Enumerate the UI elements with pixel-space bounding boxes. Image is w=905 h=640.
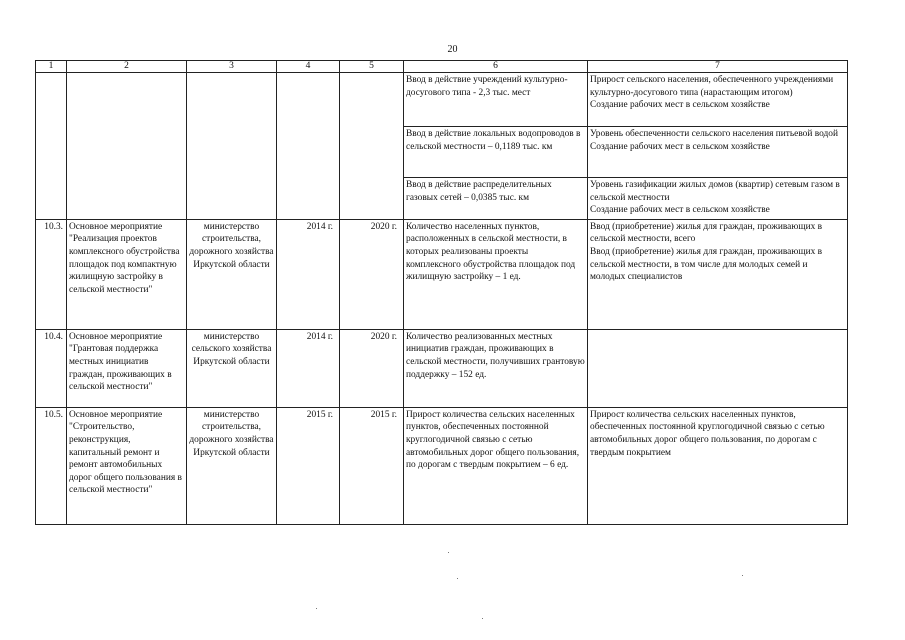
result-cell: Ввод в действие локальных водопроводов в сельской местности – 0,1189 тыс. км	[404, 127, 588, 178]
empty-cell	[277, 73, 340, 220]
indicator-cell	[588, 219, 848, 329]
empty-cell	[340, 73, 404, 220]
end-year: 2015 г.	[340, 407, 404, 524]
result-cell: Ввод в действие учреждений культурно-досугового типа - 2,3 тыс. мест	[404, 73, 588, 127]
indicator-text: Уровень обеспеченности сельского населения питьевой водой	[590, 129, 838, 139]
scan-speck	[742, 575, 743, 576]
start-year: 2014 г.	[277, 329, 340, 407]
executor-cell: министерство сельского хозяйства Иркутской области	[187, 329, 277, 407]
measure-title: Основное мероприятие "Грантовая поддержка местных инициатив граждан, проживающих в сельской местности"	[67, 329, 187, 407]
header-cell: 1	[36, 61, 67, 73]
executor-cell: министерство строительства, дорожного хозяйства Иркутской области	[187, 219, 277, 329]
indicator-cell	[588, 73, 848, 127]
indicator-text: Создание рабочих мест в сельском хозяйстве	[590, 205, 770, 216]
end-year: 2020 г.	[340, 219, 404, 329]
indicator-text: Прирост количества сельских населенных пунктов, обеспеченных постоянной круглогодичной связью с сетью автомобильных дорог общего пользования, по дорогам с твердым покрытием	[590, 409, 825, 458]
measures-table	[35, 60, 848, 525]
header-cell: 5	[340, 61, 404, 73]
scan-speck	[457, 578, 458, 579]
indicator-text: Уровень газификации жилых домов (квартир) сетевым газом в сельской местности	[590, 180, 840, 203]
empty-cell	[36, 73, 67, 220]
empty-cell	[187, 73, 277, 220]
indicator-text: Ввод (приобретение) жилья для граждан, проживающих в сельской местности, всего	[590, 221, 823, 245]
result-cell: Количество реализованных местных инициатив граждан, проживающих в сельской местности, получивших грантовую поддержку – 152 ед.	[404, 329, 588, 407]
measure-title: Основное мероприятие "Реализация проектов комплексного обустройства площадок под компактную жилищную застройку в сельской местности"	[67, 219, 187, 329]
table-row	[36, 73, 848, 127]
indicator-cell	[588, 178, 848, 220]
scan-speck	[316, 608, 317, 609]
indicator-cell	[588, 329, 848, 407]
scan-speck	[448, 552, 449, 553]
header-cell: 7	[588, 61, 848, 73]
result-cell: Количество населенных пунктов, расположенных в сельской местности, в которых реализованы проекты комплексного обустройства площадок под жилищную застройку – 1 ед.	[404, 219, 588, 329]
empty-cell	[67, 73, 187, 220]
header-cell: 4	[277, 61, 340, 73]
table-row	[36, 329, 848, 407]
executor-cell: министерство строительства, дорожного хозяйства Иркутской области	[187, 407, 277, 524]
table-row	[36, 407, 848, 524]
row-number: 10.3.	[36, 219, 67, 329]
indicator-text: Создание рабочих мест в сельском хозяйстве	[590, 141, 770, 152]
end-year: 2020 г.	[340, 329, 404, 407]
scan-speck	[482, 618, 483, 619]
table-row	[36, 219, 848, 329]
indicator-text: Ввод (приобретение) жилья для граждан, проживающих в сельской местности, в том числе для молодых семей и молодых специалистов	[590, 246, 823, 283]
indicator-text: Прирост сельского населения, обеспеченного учреждениями культурно-досугового типа (нарастающим итогом)	[590, 75, 834, 98]
indicator-cell	[588, 127, 848, 178]
header-cell: 6	[404, 61, 588, 73]
header-row	[36, 61, 848, 73]
start-year: 2015 г.	[277, 407, 340, 524]
header-cell: 2	[67, 61, 187, 73]
start-year: 2014 г.	[277, 219, 340, 329]
header-cell: 3	[187, 61, 277, 73]
row-number: 10.4.	[36, 329, 67, 407]
row-number: 10.5.	[36, 407, 67, 524]
measure-title: Основное мероприятие "Строительство, реконструкция, капитальный ремонт и ремонт автомобильных дорог общего пользования в сельской местности"	[67, 407, 187, 524]
indicator-text: Создание рабочих мест в сельском хозяйстве	[590, 100, 770, 111]
result-cell: Ввод в действие распределительных газовых сетей – 0,0385 тыс. км	[404, 178, 588, 220]
result-cell: Прирост количества сельских населенных пунктов, обеспеченных постоянной круглогодичной связью с сетью автомобильных дорог общего пользования, по дорогам с твердым покрытием – 6 ед.	[404, 407, 588, 524]
indicator-cell	[588, 407, 848, 524]
page-number: 20	[447, 44, 458, 55]
